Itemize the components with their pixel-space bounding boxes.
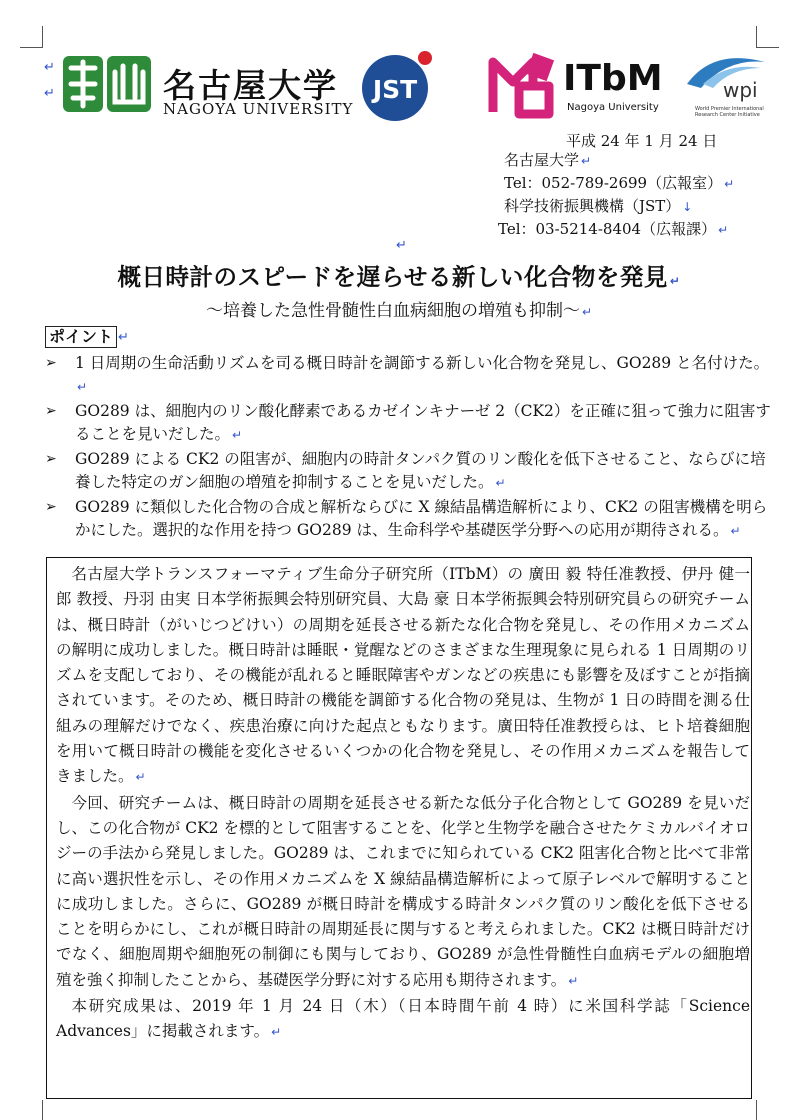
itbm-logo-subtext: Nagoya University [567, 102, 659, 113]
arrow-bullet-icon: ➢ [45, 451, 57, 467]
wpi-logo-text: wpi [723, 78, 758, 102]
corner-mark-top-right-v [756, 26, 757, 48]
body-paragraph: 名古屋大学トランスフォーマティブ生命分子研究所（ITbM）の 廣田 毅 特任准教授、伊丹 健一郎 教授、丹羽 由実 日本学術振興会特別研究員、大島 豪 日本学術振興会特別研究員らの研究チームは、概日時計（がいじつどけい）の周期を延長させる新たな化合物を発見し、その作用メカニズムの解明に成功しました。概日時計は睡眠・覚醒などのさまざまな生理現象に見られる 1 日周期のリズムを支配しており、その機能が乱れると睡眠障害やガンなどの疾患にも影響を及ぼすことが指摘されています。そのため、概日時計の機能を調節する化合物の発見は、生物が 1 日の時間を測る仕組みの理解だけでなく、疾患治療に向けた起点ともなります。廣田特任准教授らは、ヒト培養細胞を用いて概日時計の機能を変化させるいくつかの化合物を発見し、その作用メカニズムを報告してきました。 ↵ [56, 565, 750, 786]
corner-mark-bottom-left-v [42, 1100, 43, 1120]
paragraph-mark: ↵ [44, 60, 55, 75]
itbm-logo-text: ITbM [563, 58, 663, 99]
jst-logo [355, 48, 437, 128]
corner-mark-top-left-h [20, 47, 43, 48]
list-item: ➢ GO289 は、細胞内のリン酸化酵素であるカゼインキナーゼ 2（CK2）を正確に狙って強力に阻害することを見いだした。 ↵ [45, 402, 771, 443]
itbm-emblem [485, 50, 559, 128]
paragraph-mark: ↵ [44, 86, 55, 101]
release-date: 平成 24 年 1 月 24 日 [566, 132, 718, 150]
nagoya-university-emblem [61, 54, 153, 120]
body-paragraph: 今回、研究チームは、概日時計の周期を延長させる新たな低分子化合物として GO289 を見いだし、この化合物が CK2 を標的として阻害することを、化学と生物学を融合させたケミカルバイオロジーの手法から発見しました。GO289 は、これまでに知られている CK2 阻害化合物と比べて非常に高い選択性を示し、その作用メカニズムを X 線結晶構造解析によって原子レベルで解明することに成功しました。さらに、GO289 が概日時計を構成する時計タンパク質のリン酸化を低下させることを明らかにし、これが概日時計の周期延長に関与すると考えられました。CK2 は概日時計だけでなく、細胞周期や細胞死の制御にも関与しており、GO289 が急性骨髄性白血病モデルの細胞増殖を強く抑制したことから、基礎医学分野に対する応用も期待されます。 ↵ [56, 793, 750, 989]
contact-tel-jst: Tel：03-5214-8404（広報課） ↵ [498, 220, 729, 238]
body-paragraph: 本研究成果は、2019 年 1 月 24 日（木）（日本時間午前 4 時）に米国科学誌「Science Advances」に掲載されます。 ↵ [56, 997, 750, 1041]
arrow-bullet-icon: ➢ [45, 355, 57, 371]
summary-body [56, 562, 750, 1046]
corner-mark-bottom-right-v [756, 1100, 757, 1120]
key-points-list [45, 352, 775, 544]
list-item: ➢ GO289 による CK2 の阻害が、細胞内の時計タンパク質のリン酸化を低下させること、ならびに培養した特定のガン細胞の増殖を抑制することを見いだした。 ↵ [45, 450, 766, 491]
contact-org-jst: 科学技術振興機構（JST） ↓ [504, 197, 693, 215]
points-heading: ポイント [45, 326, 117, 348]
logo-row [55, 48, 775, 128]
arrow-bullet-icon: ➢ [45, 403, 57, 419]
nagoya-university-name-en: NAGOYA UNIVERSITY [163, 100, 354, 118]
contact-tel-nagoya: Tel：052-789-2699（広報室） ↵ [504, 174, 735, 192]
jst-logo-text: JST [372, 75, 418, 104]
page-title: 概日時計のスピードを遅らせる新しい化合物を発見 ↵ [117, 263, 681, 291]
wpi-logo-subtext: World Premier International Research Center Initiative [695, 106, 764, 118]
list-item: ➢ GO289 に類似した化合物の合成と解析ならびに X 線結晶構造解析により、CK2 の阻害機構を明らかにした。選択的な作用を持つ GO289 は、生命科学や基礎医学分野への応用が期待される。 ↵ [45, 498, 768, 539]
list-item: ➢ 1 日周期の生命活動リズムを司る概日時計を調節する新しい化合物を発見し、GO289 と名付けた。↵ [45, 354, 770, 394]
corner-mark-top-left-v [42, 26, 43, 48]
paragraph-mark: ↵ [118, 330, 129, 345]
page-subtitle: ～培養した急性骨髄性白血病細胞の増殖も抑制～ ↵ [205, 301, 593, 321]
contact-org-nagoya: 名古屋大学 ↵ [504, 151, 592, 169]
arrow-bullet-icon: ➢ [45, 499, 57, 515]
nagoya-university-name-jp: 名古屋大学 [163, 66, 338, 105]
paragraph-mark: ↵ [396, 238, 407, 253]
